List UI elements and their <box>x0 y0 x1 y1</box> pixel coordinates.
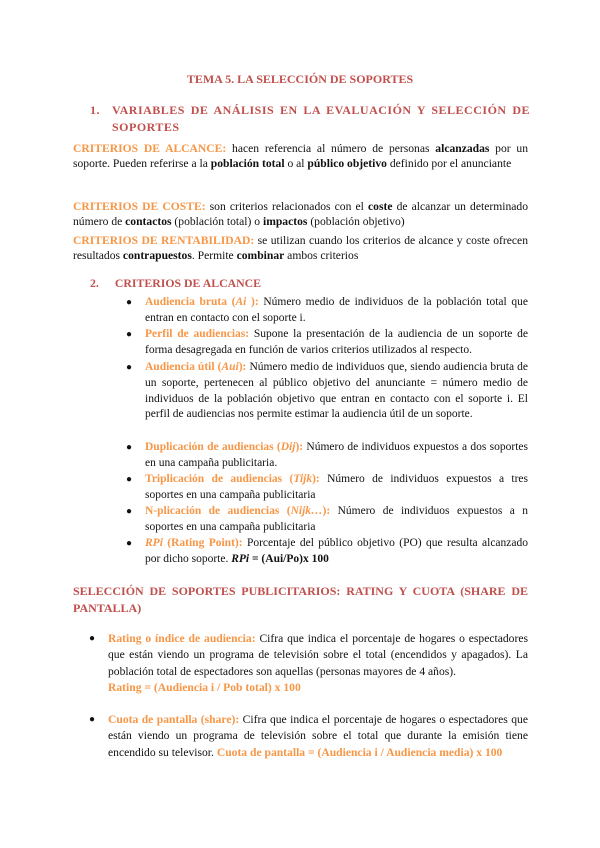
page-title: TEMA 5. LA SELECCIÓN DE SOPORTES <box>186 72 414 86</box>
section-1-heading <box>90 102 530 136</box>
bullet-icon: ● <box>126 329 133 340</box>
criterio-alcance <box>73 142 528 172</box>
item-label: N-plicación de audiencias (Nijk…): <box>145 505 331 517</box>
criterio-rentabilidad <box>73 234 528 264</box>
criterio-coste <box>73 200 528 230</box>
item-text: Porcentaje del público objetivo (PO) que resulta alcanzado por dicho soporte. <box>145 537 528 565</box>
bullet-icon: ● <box>126 297 133 308</box>
list-item <box>126 295 528 327</box>
rating-formula: Rating = (Audiencia i / Pob total) x 100 <box>108 681 301 695</box>
section-2-title: CRITERIOS DE ALCANCE <box>114 276 262 290</box>
text-run: ambos criterios <box>284 248 359 262</box>
text-run: . Permite <box>191 248 237 262</box>
list-item <box>126 360 528 423</box>
bold-term: impactos <box>262 214 308 228</box>
criterio-label: CRITERIOS DE RENTABILIDAD: <box>73 234 255 247</box>
item-text: Número de individuos expuestos a dos soportes en una campaña publicitaria. <box>145 441 528 469</box>
criterio-label: CRITERIOS DE ALCANCE: <box>73 142 227 155</box>
text-run: de alcanzar un determinado número de <box>73 200 528 228</box>
criterio-label: CRITERIOS DE COSTE: <box>73 200 206 213</box>
item-label: Audiencia útil (Aui): <box>145 361 247 373</box>
text-run: (población objetivo) <box>307 214 405 228</box>
item-label: Triplicación de audiencias (Tijk): <box>145 473 320 485</box>
list-item <box>89 631 528 697</box>
bullet-icon: ● <box>126 506 133 517</box>
bold-term: contactos <box>125 214 172 228</box>
bold-term: contrapuestos <box>122 248 192 262</box>
list-item <box>126 440 528 472</box>
item-text: Cifra que indica el porcentaje de hogares o espectadores que están viendo un programa de televisión sobre el total que durante la emisión tiene encendido su televisor. <box>108 713 529 759</box>
item-label: Rating o índice de audiencia: <box>108 632 256 645</box>
item-label: Audiencia bruta (Ai ): <box>145 296 259 308</box>
bullet-icon: ● <box>126 474 133 485</box>
item-text: Número medio de individuos que, siendo audiencia bruta de un soporte, pertenecen al público objetivo del anunciante = número medio de individuos de la población objetivo que entran en contacto con el soporte i. El perfil de audiencias nos permite estimar la audiencia útil de un soporte. <box>145 361 528 421</box>
text-run: definido por el anunciante <box>386 156 512 170</box>
text-run: hacen referencia al número de personas <box>226 142 436 155</box>
bullet-icon: ● <box>126 538 133 549</box>
item-text: Cifra que indica el porcentaje de hogares o espectadores que están viendo un programa de televisión sobre el total (encendidos y apagados). La población total de espectadores son aquellas (personas mayores de 4 años). <box>108 632 528 678</box>
section-1-number: 1. <box>90 103 100 117</box>
item-text: Número de individuos expuestos a n soportes en una campaña publicitaria <box>145 505 528 533</box>
item-text: Número de individuos expuestos a tres soportes en una campaña publicitaria <box>145 473 528 501</box>
list-item <box>126 504 528 536</box>
text-run: (población total) o <box>171 214 263 228</box>
list-item <box>126 327 528 359</box>
bold-term: alcanzadas <box>435 142 490 155</box>
item-label: Perfil de audiencias: <box>145 328 250 340</box>
bullet-icon: ● <box>126 362 133 373</box>
list-item <box>89 712 529 761</box>
bullet-icon: ● <box>89 633 96 644</box>
text-run: se utilizan cuando los criterios de alcance y coste ofrecen resultados <box>73 234 529 262</box>
section-1-title: VARIABLES DE ANÁLISIS EN LA EVALUACIÓN Y SELECCIÓN DE SOPORTES <box>112 103 530 134</box>
text-run: por un soporte. Pueden referirse a la <box>73 142 528 170</box>
item-label: Duplicación de audiencias (Dij): <box>145 441 304 453</box>
bold-term: público objetivo <box>307 156 387 170</box>
rpi-formula: RPi = (Aui/Po)x 100 <box>231 552 329 565</box>
text-run: son criterios relacionados con el <box>205 200 368 213</box>
bullet-icon: ● <box>126 442 133 453</box>
bold-term: coste <box>368 200 393 213</box>
section-2-number: 2. <box>90 276 99 290</box>
bold-term: población total <box>210 156 285 170</box>
list-item <box>126 536 528 568</box>
list-item <box>126 472 528 504</box>
section-3-heading: SELECCIÓN DE SOPORTES PUBLICITARIOS: RATING Y CUOTA (SHARE DE PANTALLA) <box>73 584 528 615</box>
item-label: RPi (Rating Point): <box>145 537 243 549</box>
item-text: Número medio de individuos de la población total que entran en contacto con el soporte i. <box>145 296 528 324</box>
share-formula: Cuota de pantalla = (Audiencia i / Audiencia media) x 100 <box>216 745 503 759</box>
bullet-icon: ● <box>89 714 96 725</box>
item-label: Cuota de pantalla (share): <box>108 713 240 726</box>
item-text: Supone la presentación de la audiencia de un soporte de forma desagregada en función de varios criterios utilizados al respecto. <box>145 328 528 356</box>
section-2-heading <box>90 276 261 291</box>
bold-term: combinar <box>236 248 285 262</box>
text-run: o al <box>284 156 308 170</box>
